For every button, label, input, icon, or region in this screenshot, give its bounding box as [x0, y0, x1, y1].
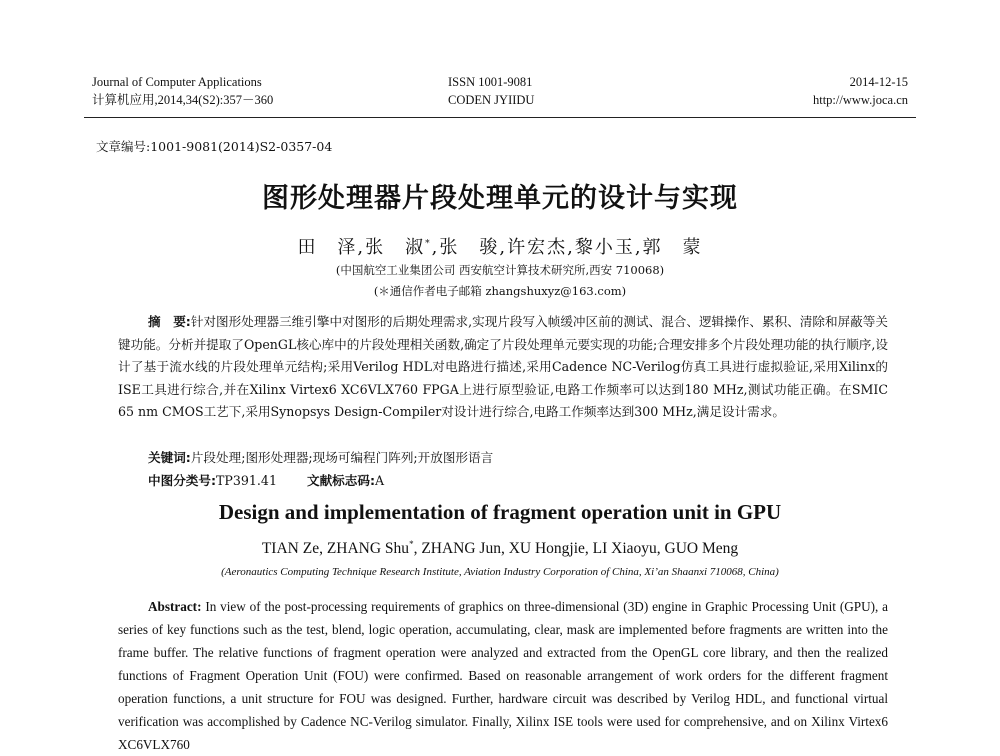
english-authors-part2: , ZHANG Jun, XU Hongjie, LI Xiaoyu, GUO Meng — [413, 540, 739, 557]
clc-label: 中图分类号: — [148, 473, 217, 488]
chinese-abstract — [118, 311, 888, 424]
doc-code-value: A — [374, 473, 385, 488]
english-authors-part1: TIAN Ze, ZHANG Shu — [261, 540, 410, 557]
corresponding-author-mark: * — [425, 239, 432, 249]
journal-header-right — [813, 73, 908, 109]
header-divider — [84, 117, 916, 118]
chinese-abstract-text: 针对图形处理器三维引擎中对图形的后期处理需求,实现片段写入帧缓冲区前的测试、混合、逻辑操作、累积、清除和屏蔽等关键功能。分析并提取了OpenGL核心库中的片段处理相关函数,确定了片段处理单元要实现的功能;合理安排多个片段处理功能的执行顺序,设计了基于流水线的片段处理单元结构;采用Verilog HDL对电路进行描述,采用Cadence NC-Verilog仿真工具进行虚拟验证,采用Xilinx的ISE工具进行综合,并在Xilinx Virtex6 XC6VLX760 FPGA上进行原型验证,电路工作频率可以达到180 MHz,测试功能正确。在SMIC 65 nm CMOS工艺下,采用Synopsys Design-Compiler对设计进行综合,电路工作频率达到300 MHz,满足设计需求。 — [118, 314, 888, 419]
journal-url[interactable]: http://www.joca.cn — [812, 93, 908, 107]
english-corresponding-mark: * — [409, 538, 414, 549]
keywords-text: 片段处理;图形处理器;现场可编程门阵列;开放图形语言 — [190, 450, 494, 465]
article-number: 文章编号:1001-9081(2014)S2-0357-04 — [96, 139, 333, 154]
publish-date: 2014-12-15 — [849, 75, 908, 89]
corresponding-email: (＊通信作者电子邮箱 zhangshuxyz@163.com) — [373, 284, 627, 298]
journal-name-en: Journal of Computer Applications — [92, 75, 262, 89]
english-affiliation: (Aeronautics Computing Technique Research Institute, Aviation Industry Corporation of China, Xi’an Shaanxi 710068, China) — [221, 566, 779, 578]
classification — [148, 470, 384, 489]
journal-citation-cn: 计算机应用,2014,34(S2):357－360 — [92, 93, 274, 107]
english-title: Design and implementation of fragment operation unit in GPU — [218, 500, 782, 524]
chinese-authors-part2: ,张 骏,许宏杰,黎小玉,郭 蒙 — [431, 237, 703, 258]
chinese-authors — [0, 233, 1000, 259]
english-abstract — [118, 595, 888, 756]
chinese-authors-part1: 田 泽,张 淑 — [297, 237, 426, 258]
keywords-label: 关键词: — [148, 450, 191, 465]
english-authors — [0, 540, 1000, 558]
clc-value: TP391.41 — [216, 473, 277, 488]
journal-header-center — [448, 73, 534, 109]
issn: ISSN 1001-9081 — [448, 75, 533, 89]
coden: CODEN JYIIDU — [448, 93, 535, 107]
doc-code-label: 文献标志码: — [306, 473, 375, 488]
chinese-title: 图形处理器片段处理单元的设计与实现 — [262, 183, 738, 214]
chinese-affiliation: (中国航空工业集团公司 西安航空计算技术研究所,西安 710068) — [335, 263, 665, 277]
english-abstract-label: Abstract: — [148, 599, 202, 614]
english-abstract-text: In view of the post-processing requirements of graphics on three-dimensional (3D) engine in Graphic Processing Unit (GPU), a series of key functions such as the test, blend, logic operation, accumulating, clear, mask are implemented before fragments are written into the frame buffer. The relative functions of fragment operation were analyzed and extracted from the OpenGL core library, and then the realized functions of Fragment Operation Unit (FOU) were confirmed. Based on reasonable arrangement of work orders for the different fragment operation functions, a unit structure for FOU was designed. Further, hardware circuit was described by Verilog HDL, and functional virtual verification was accomplished by Cadence NC-Verilog simulator. Finally, Xilinx ISE tools were used for comprehensive, and on Xilinx Virtex6 XC6VLX760 — [118, 599, 888, 752]
keywords — [148, 447, 493, 466]
chinese-abstract-label: 摘 要: — [148, 314, 191, 329]
journal-header-left — [92, 73, 273, 109]
